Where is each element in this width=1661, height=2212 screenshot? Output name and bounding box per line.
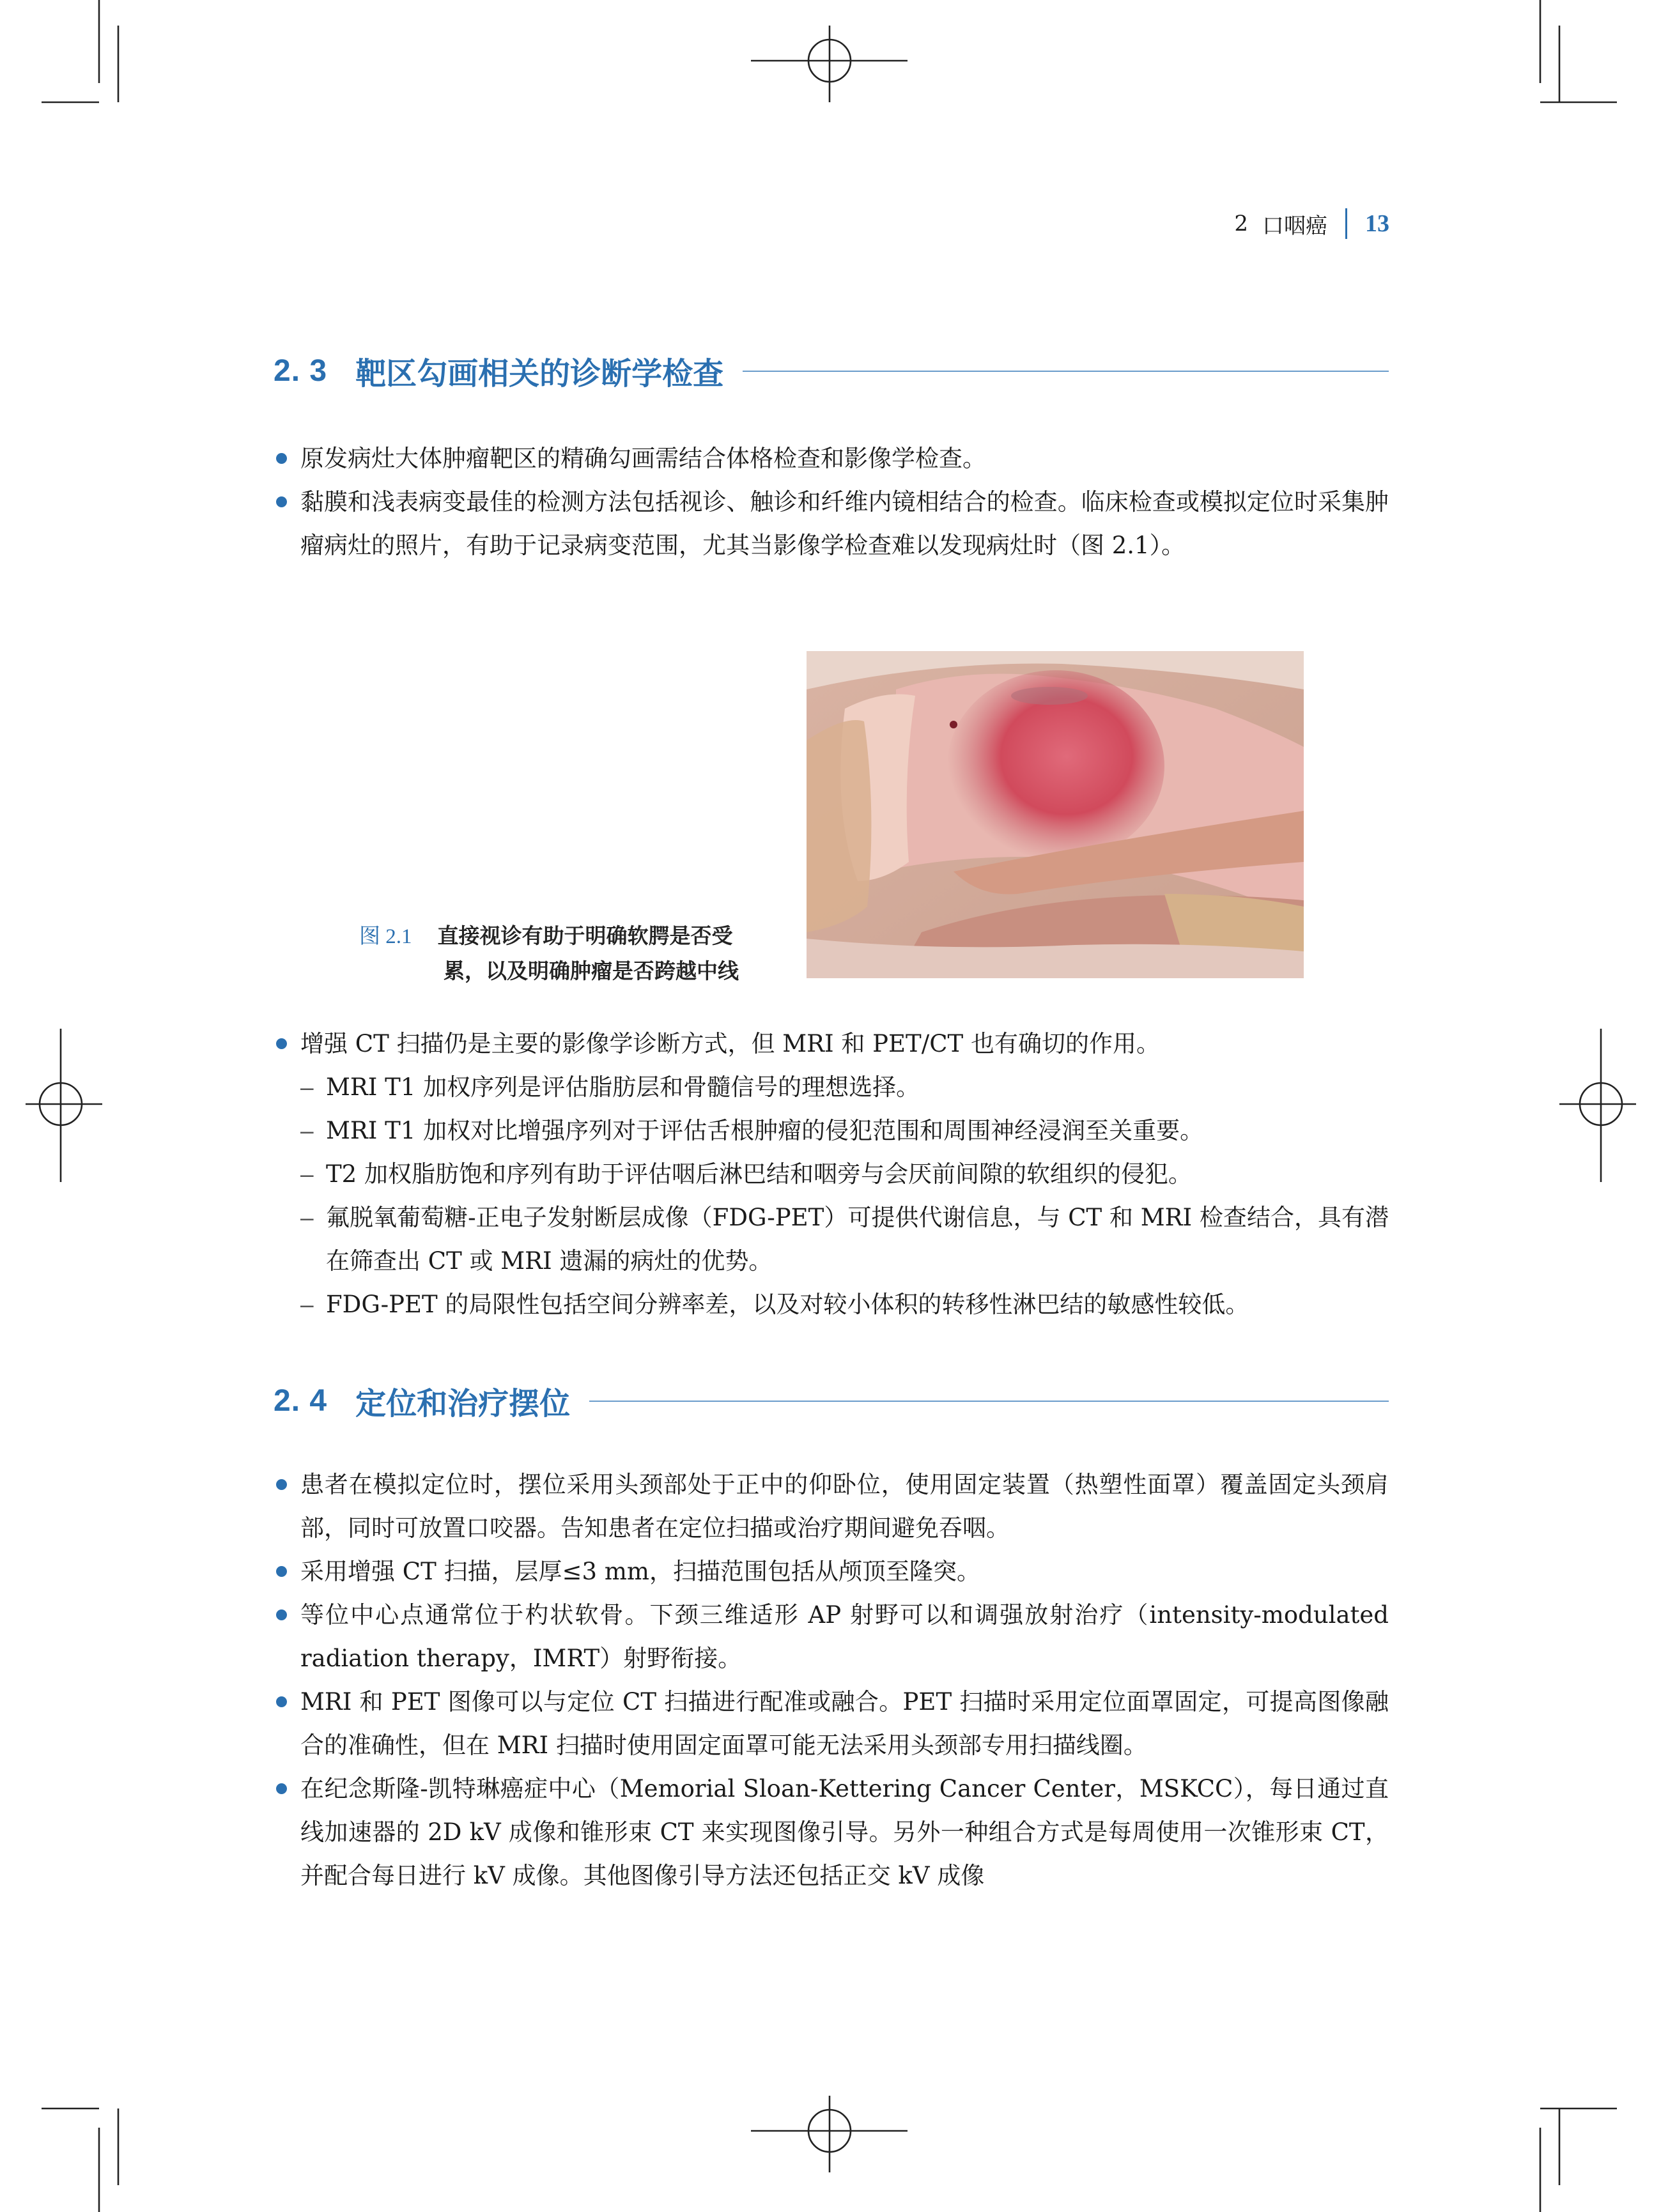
registration-target-left (26, 1029, 102, 1182)
section-title: 定位和治疗摆位 (355, 1386, 571, 1422)
chapter-title: 口咽癌 (1262, 213, 1327, 239)
heading-rule (589, 1401, 1389, 1402)
dash-icon: – (300, 1118, 314, 1144)
bullet-text: 增强 CT 扫描仍是主要的影像学诊断方式，但 MRI 和 PET/CT 也有确切的作用。 (300, 1030, 1160, 1057)
bullet-item (274, 1550, 1389, 1594)
sub-item-text: FDG-PET 的局限性包括空间分辨率差，以及对较小体积的转移性淋巴结的敏感性较低。 (326, 1291, 1249, 1318)
bullet-item (274, 1022, 1389, 1066)
bullet-text: 等位中心点通常位于杓状软骨。下颈三维适形 AP 射野可以和调强放射治疗（intensity-modulated radiation therapy，IMRT）射野衔接。 (300, 1601, 1389, 1672)
bullet-item (274, 1767, 1389, 1898)
section-title: 靶区勾画相关的诊断学检查 (355, 356, 724, 392)
registration-target-top (751, 26, 908, 102)
dash-icon: – (300, 1204, 314, 1231)
section-2-4-bullets (274, 1463, 1389, 1898)
bullet-item (274, 480, 1389, 567)
bullet-dot-icon (276, 1566, 287, 1577)
bullet-item (274, 437, 1389, 480)
dash-icon: – (300, 1161, 314, 1187)
caption-line-2: 累，以及明确肿瘤是否跨越中线 (444, 958, 739, 983)
sub-item-text: T2 加权脂肪饱和序列有助于评估咽后淋巴结和咽旁与会厌前间隙的软组织的侵犯。 (326, 1160, 1192, 1188)
section-2-3-bullets (274, 437, 1389, 567)
registration-target-right (1559, 1029, 1636, 1182)
bullet-dot-icon (276, 453, 287, 464)
sub-item (274, 1109, 1389, 1153)
bullet-text: 在纪念斯隆-凯特琳癌症中心（Memorial Sloan-Kettering Cancer Center，MSKCC），每日通过直线加速器的 2D kV 成像和锥形束 CT 来实现图像引导。另外一种组合方式是每周使用一次锥形束 CT，并配合每日进行 kV 成像。其他图像引导方法还包括正交 kV 成像 (300, 1775, 1389, 1889)
section-heading-2-3 (274, 349, 1389, 393)
dash-icon: – (300, 1074, 314, 1100)
sub-item (274, 1153, 1389, 1196)
sub-item-text: 氟脱氧葡萄糖-正电子发射断层成像（FDG-PET）可提供代谢信息，与 CT 和 MRI 检查结合，具有潜在筛查出 CT 或 MRI 遗漏的病灶的优势。 (326, 1204, 1389, 1275)
sub-item (274, 1283, 1389, 1326)
bullet-text: 采用增强 CT 扫描，层厚≤3 mm，扫描范围包括从颅顶至隆突。 (300, 1558, 980, 1585)
bullet-dot-icon (276, 1609, 287, 1620)
bullet-dot-icon (276, 1038, 287, 1049)
bullet-dot-icon (276, 1783, 287, 1794)
section-number: 2. 3 (274, 354, 328, 388)
bullet-text: 患者在模拟定位时，摆位采用头颈部处于正中的仰卧位，使用固定装置（热塑性面罩）覆盖固定头颈肩部，同时可放置口咬器。告知患者在定位扫描或治疗期间避免吞咽。 (300, 1471, 1389, 1542)
section-heading-2-4 (274, 1379, 1389, 1423)
header-divider (1345, 208, 1347, 239)
oral-cavity-illustration (807, 651, 1304, 978)
bullet-text: 黏膜和浅表病变最佳的检测方法包括视诊、触诊和纤维内镜相结合的检查。临床检查或模拟定位时采集肿瘤病灶的照片，有助于记录病变范围，尤其当影像学检查难以发现病灶时（图 2.1）。 (300, 488, 1389, 559)
figure-2-1-photo (807, 651, 1304, 978)
figure-caption (359, 919, 800, 988)
registration-target-bottom (751, 2096, 908, 2172)
imaging-list (274, 1022, 1389, 1326)
heading-rule (743, 371, 1389, 372)
dash-icon: – (300, 1291, 314, 1317)
sub-item-text: MRI T1 加权序列是评估脂肪层和骨髓信号的理想选择。 (326, 1073, 920, 1101)
sub-item (274, 1196, 1389, 1283)
bullet-item (274, 1594, 1389, 1680)
bullet-dot-icon (276, 1696, 287, 1707)
figure-label: 图 2.1 (359, 925, 412, 948)
page-number: 13 (1365, 210, 1389, 237)
bullet-text: MRI 和 PET 图像可以与定位 CT 扫描进行配准或融合。PET 扫描时采用定位面罩固定，可提高图像融合的准确性，但在 MRI 扫描时使用固定面罩可能无法采用头颈部专用扫描线圈。 (300, 1688, 1389, 1759)
running-header (1234, 206, 1389, 242)
section-number: 2. 4 (274, 1384, 328, 1418)
bullet-item (274, 1680, 1389, 1767)
chapter-number: 2 (1234, 211, 1248, 236)
caption-line-1: 直接视诊有助于明确软腭是否受 (437, 923, 733, 948)
bullet-dot-icon (276, 496, 287, 507)
bullet-item (274, 1463, 1389, 1550)
sub-item-text: MRI T1 加权对比增强序列对于评估舌根肿瘤的侵犯范围和周围神经浸润至关重要。 (326, 1117, 1204, 1144)
bullet-text: 原发病灶大体肿瘤靶区的精确勾画需结合体格检查和影像学检查。 (300, 445, 986, 472)
bullet-dot-icon (276, 1479, 287, 1490)
sub-item (274, 1066, 1389, 1109)
